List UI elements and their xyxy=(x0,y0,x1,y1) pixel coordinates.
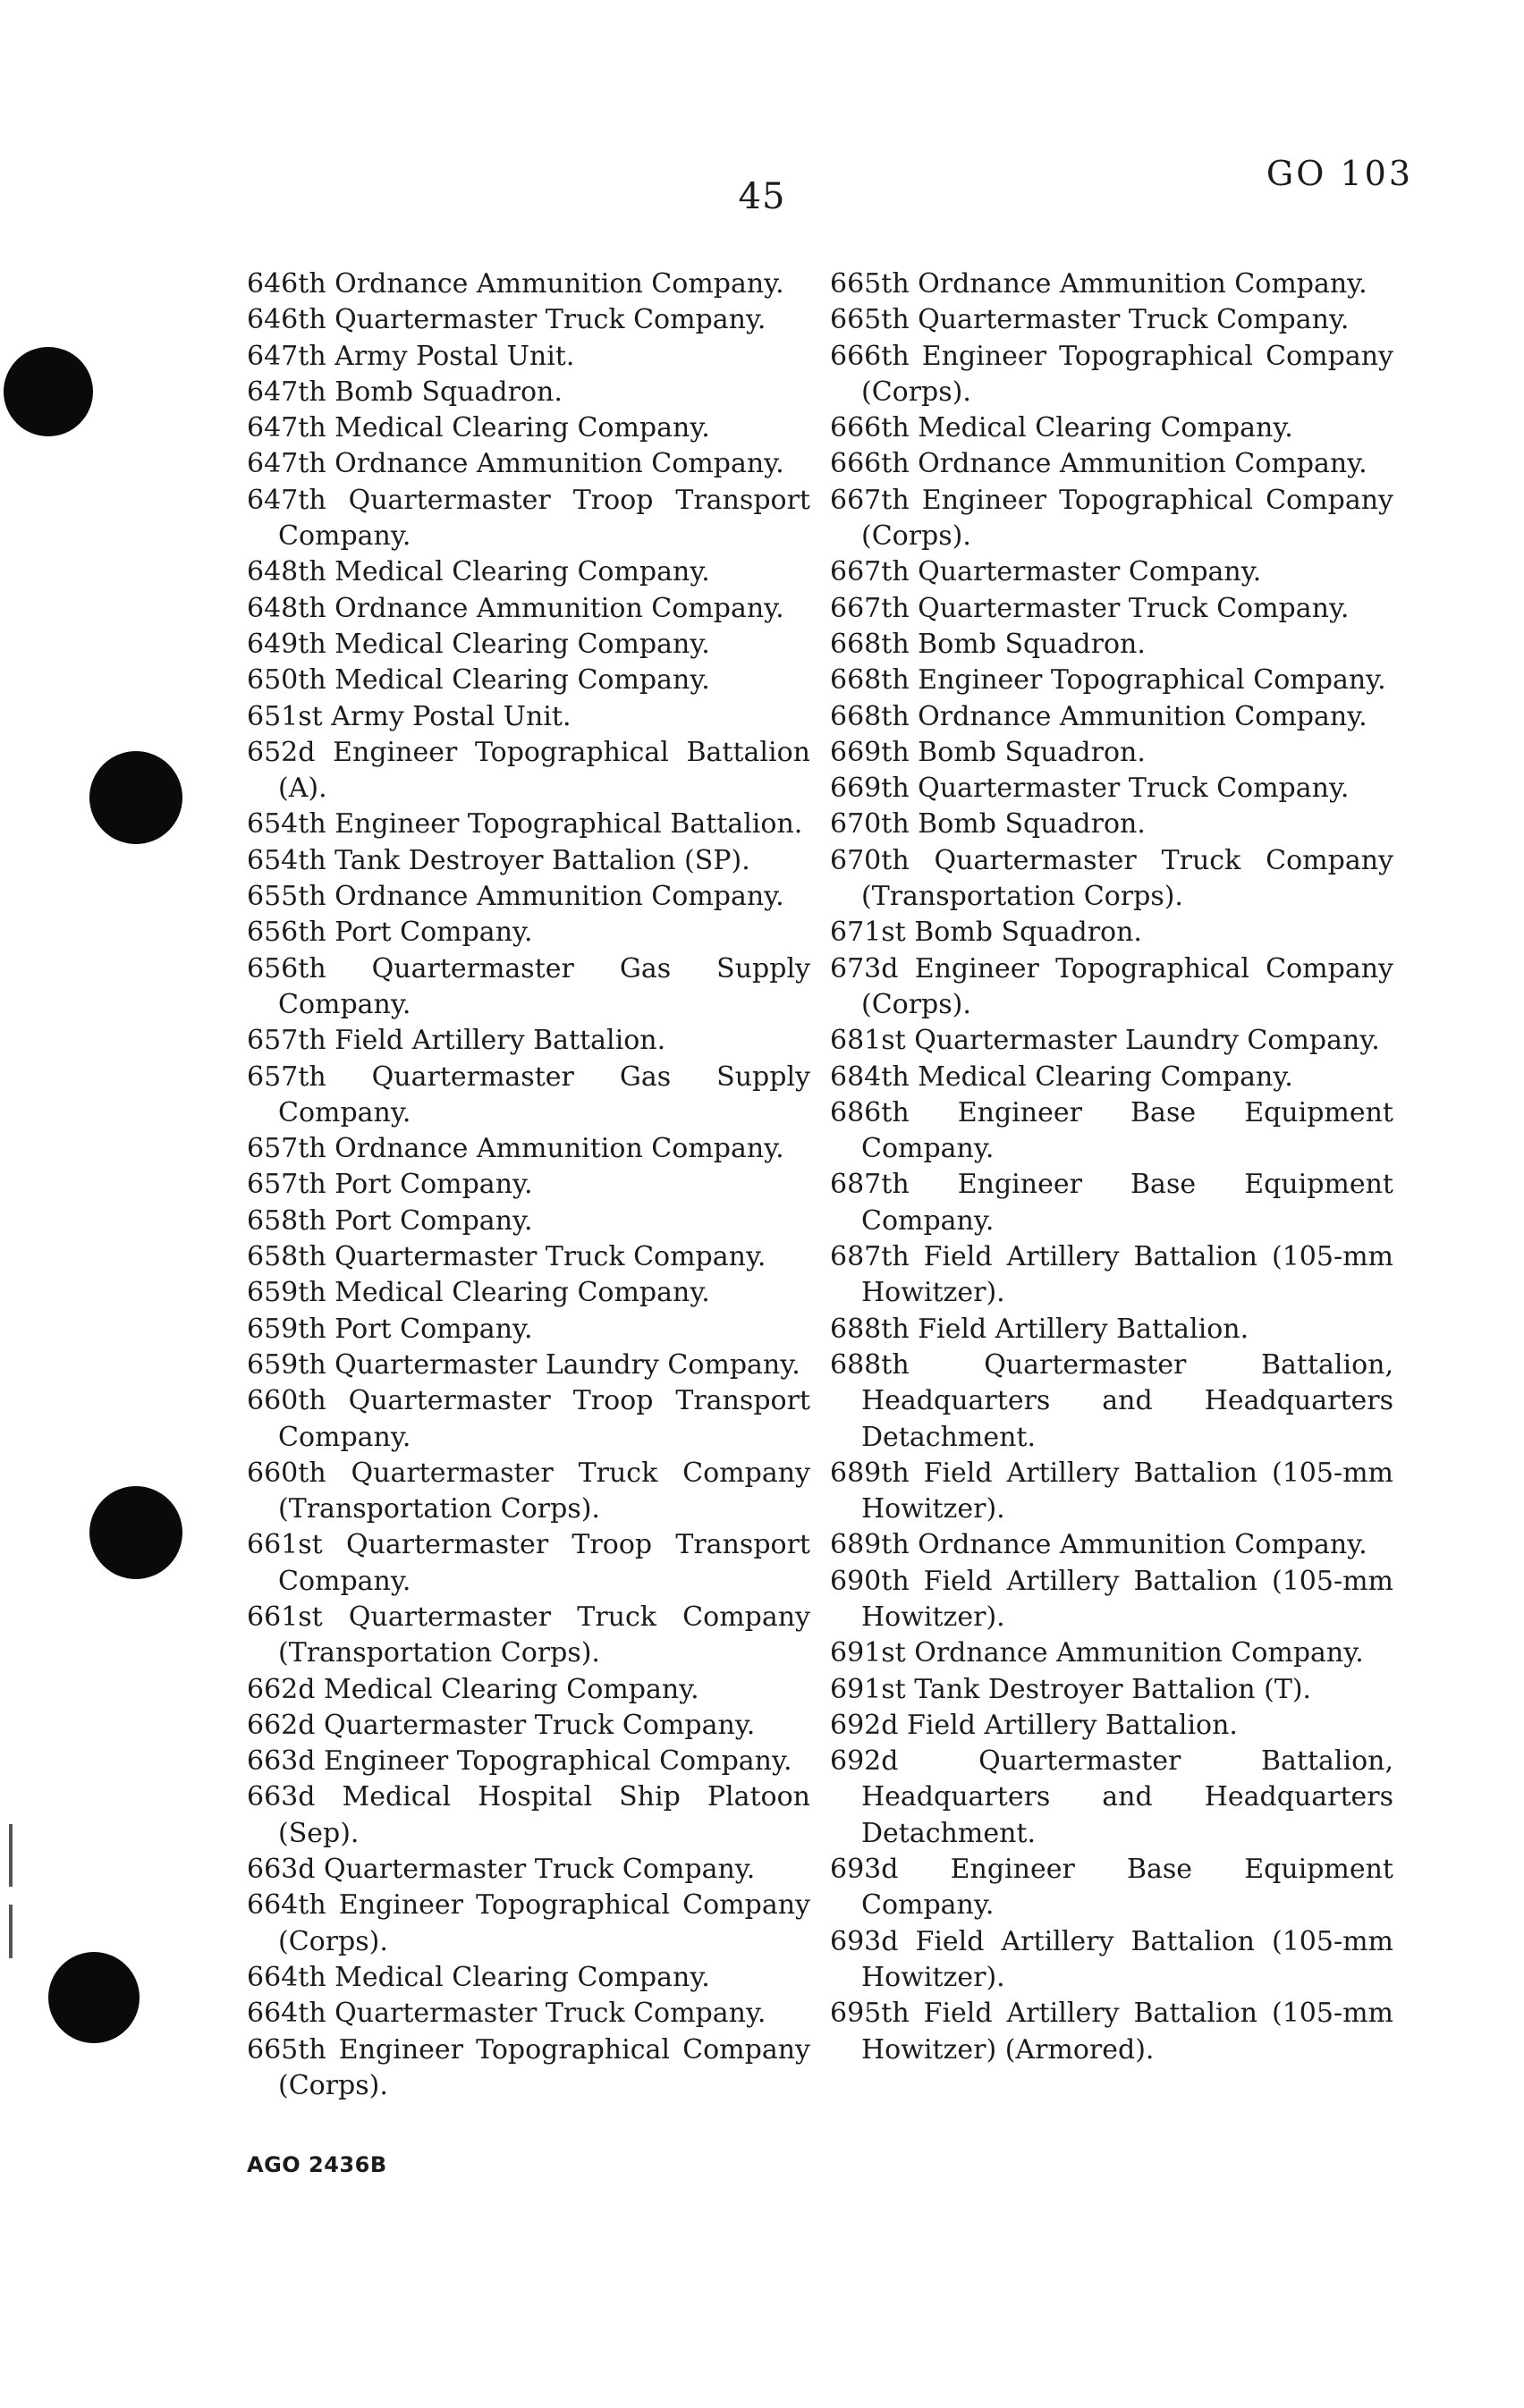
binding-mark xyxy=(9,1824,13,1887)
unit-entry: 689th Field Artillery Battalion (105-mm Howitzer). xyxy=(830,1457,1393,1525)
unit-entry: 693d Engineer Base Equipment Company. xyxy=(830,1854,1393,1922)
document-code: GO 103 xyxy=(1266,154,1413,193)
unit-entry: 659th Quartermaster Laundry Company. xyxy=(247,1348,800,1381)
unit-entry: 647th Medical Clearing Company. xyxy=(247,412,710,444)
unit-entry: 670th Bomb Squadron. xyxy=(830,808,1146,841)
unit-entry: 684th Medical Clearing Company. xyxy=(830,1060,1293,1093)
unit-entry: 647th Army Postal Unit. xyxy=(247,340,575,372)
unit-entry: 660th Quartermaster Troop Transport Company. xyxy=(247,1385,810,1453)
unit-entry: 686th Engineer Base Equipment Company. xyxy=(830,1096,1393,1165)
unit-entry: 657th Port Company. xyxy=(247,1169,533,1201)
punch-hole xyxy=(89,1486,182,1579)
unit-entry: 667th Quartermaster Company. xyxy=(830,556,1262,588)
unit-entry: 681st Quartermaster Laundry Company. xyxy=(830,1025,1380,1057)
unit-entry: 671st Bomb Squadron. xyxy=(830,917,1142,949)
unit-entry: 692d Field Artillery Battalion. xyxy=(830,1709,1238,1741)
right-column xyxy=(830,266,1393,2068)
unit-entry: 656th Quartermaster Gas Supply Company. xyxy=(247,952,810,1020)
unit-entry: 691st Ordnance Ammunition Company. xyxy=(830,1637,1364,1669)
unit-entry: 664th Quartermaster Truck Company. xyxy=(247,1998,766,2030)
unit-entry: 689th Ordnance Ammunition Company. xyxy=(830,1529,1367,1561)
unit-entry: 660th Quartermaster Truck Company (Transportation Corps). xyxy=(247,1457,810,1525)
unit-entry: 667th Quartermaster Truck Company. xyxy=(830,592,1350,624)
footer-code: AGO 2436B xyxy=(247,2152,387,2177)
unit-entry: 657th Quartermaster Gas Supply Company. xyxy=(247,1060,810,1128)
unit-entry: 647th Quartermaster Troop Transport Company. xyxy=(247,484,810,553)
unit-entry: 687th Field Artillery Battalion (105-mm Howitzer). xyxy=(830,1241,1393,1309)
unit-entry: 656th Port Company. xyxy=(247,917,533,949)
unit-entry: 658th Quartermaster Truck Company. xyxy=(247,1241,766,1273)
punch-hole xyxy=(89,751,182,844)
unit-entry: 664th Engineer Topographical Company (Corps). xyxy=(247,1889,810,1957)
unit-entry: 664th Medical Clearing Company. xyxy=(247,1961,710,1993)
unit-entry: 666th Ordnance Ammunition Company. xyxy=(830,448,1367,480)
unit-entry: 668th Bomb Squadron. xyxy=(830,628,1146,660)
unit-entry: 673d Engineer Topographical Company (Corps). xyxy=(830,952,1393,1020)
unit-entry: 648th Ordnance Ammunition Company. xyxy=(247,592,784,624)
unit-entry: 659th Medical Clearing Company. xyxy=(247,1277,710,1309)
unit-entry: 647th Bomb Squadron. xyxy=(247,376,563,408)
unit-entry: 662d Medical Clearing Company. xyxy=(247,1673,699,1705)
unit-entry: 648th Medical Clearing Company. xyxy=(247,556,710,588)
unit-entry: 695th Field Artillery Battalion (105-mm Howitzer) (Armored). xyxy=(830,1998,1393,2066)
unit-entry: 659th Port Company. xyxy=(247,1313,533,1345)
unit-entry: 688th Quartermaster Battalion, Headquarters and Headquarters Detachment. xyxy=(830,1348,1393,1453)
unit-entry: 651st Army Postal Unit. xyxy=(247,700,572,732)
punch-hole xyxy=(48,1952,140,2043)
unit-entry: 668th Engineer Topographical Company. xyxy=(830,664,1386,697)
unit-entry: 657th Ordnance Ammunition Company. xyxy=(247,1133,784,1165)
unit-entry: 646th Ordnance Ammunition Company. xyxy=(247,268,784,300)
binding-mark xyxy=(9,1905,13,1958)
unit-entry: 663d Engineer Topographical Company. xyxy=(247,1745,792,1778)
unit-entry: 646th Quartermaster Truck Company. xyxy=(247,304,766,336)
unit-entry: 692d Quartermaster Battalion, Headquarters and Headquarters Detachment. xyxy=(830,1745,1393,1849)
unit-entry: 652d Engineer Topographical Battalion (A). xyxy=(247,736,810,805)
unit-entry: 665th Quartermaster Truck Company. xyxy=(830,304,1350,336)
unit-entry: 657th Field Artillery Battalion. xyxy=(247,1025,666,1057)
unit-entry: 666th Medical Clearing Company. xyxy=(830,412,1293,444)
unit-entry: 661st Quartermaster Troop Transport Company. xyxy=(247,1529,810,1597)
punch-hole xyxy=(4,347,93,436)
page-number: 45 xyxy=(738,176,786,217)
unit-entry: 691st Tank Destroyer Battalion (T). xyxy=(830,1673,1312,1705)
unit-entry: 670th Quartermaster Truck Company (Transportation Corps). xyxy=(830,844,1393,913)
unit-entry: 688th Field Artillery Battalion. xyxy=(830,1313,1249,1345)
unit-entry: 647th Ordnance Ammunition Company. xyxy=(247,448,784,480)
unit-entry: 661st Quartermaster Truck Company (Transportation Corps). xyxy=(247,1601,810,1669)
unit-entry: 654th Engineer Topographical Battalion. xyxy=(247,808,803,841)
unit-entry: 666th Engineer Topographical Company (Corps). xyxy=(830,340,1393,408)
unit-entry: 665th Ordnance Ammunition Company. xyxy=(830,268,1367,300)
unit-entry: 690th Field Artillery Battalion (105-mm Howitzer). xyxy=(830,1565,1393,1633)
unit-entry: 663d Medical Hospital Ship Platoon (Sep). xyxy=(247,1781,810,1849)
unit-entry: 687th Engineer Base Equipment Company. xyxy=(830,1169,1393,1237)
unit-entry: 669th Quartermaster Truck Company. xyxy=(830,773,1350,805)
unit-entry: 669th Bomb Squadron. xyxy=(830,736,1146,768)
unit-entry: 665th Engineer Topographical Company (Corps). xyxy=(247,2033,810,2101)
unit-entry: 654th Tank Destroyer Battalion (SP). xyxy=(247,844,750,876)
unit-entry: 650th Medical Clearing Company. xyxy=(247,664,710,697)
unit-entry: 649th Medical Clearing Company. xyxy=(247,628,710,660)
unit-entry: 693d Field Artillery Battalion (105-mm Howitzer). xyxy=(830,1925,1393,1993)
left-column xyxy=(247,266,810,2104)
unit-entry: 667th Engineer Topographical Company (Corps). xyxy=(830,484,1393,553)
unit-entry: 668th Ordnance Ammunition Company. xyxy=(830,700,1367,732)
unit-entry: 662d Quartermaster Truck Company. xyxy=(247,1709,756,1741)
unit-entry: 663d Quartermaster Truck Company. xyxy=(247,1854,756,1886)
unit-entry: 658th Port Company. xyxy=(247,1204,533,1237)
unit-entry: 655th Ordnance Ammunition Company. xyxy=(247,881,784,913)
